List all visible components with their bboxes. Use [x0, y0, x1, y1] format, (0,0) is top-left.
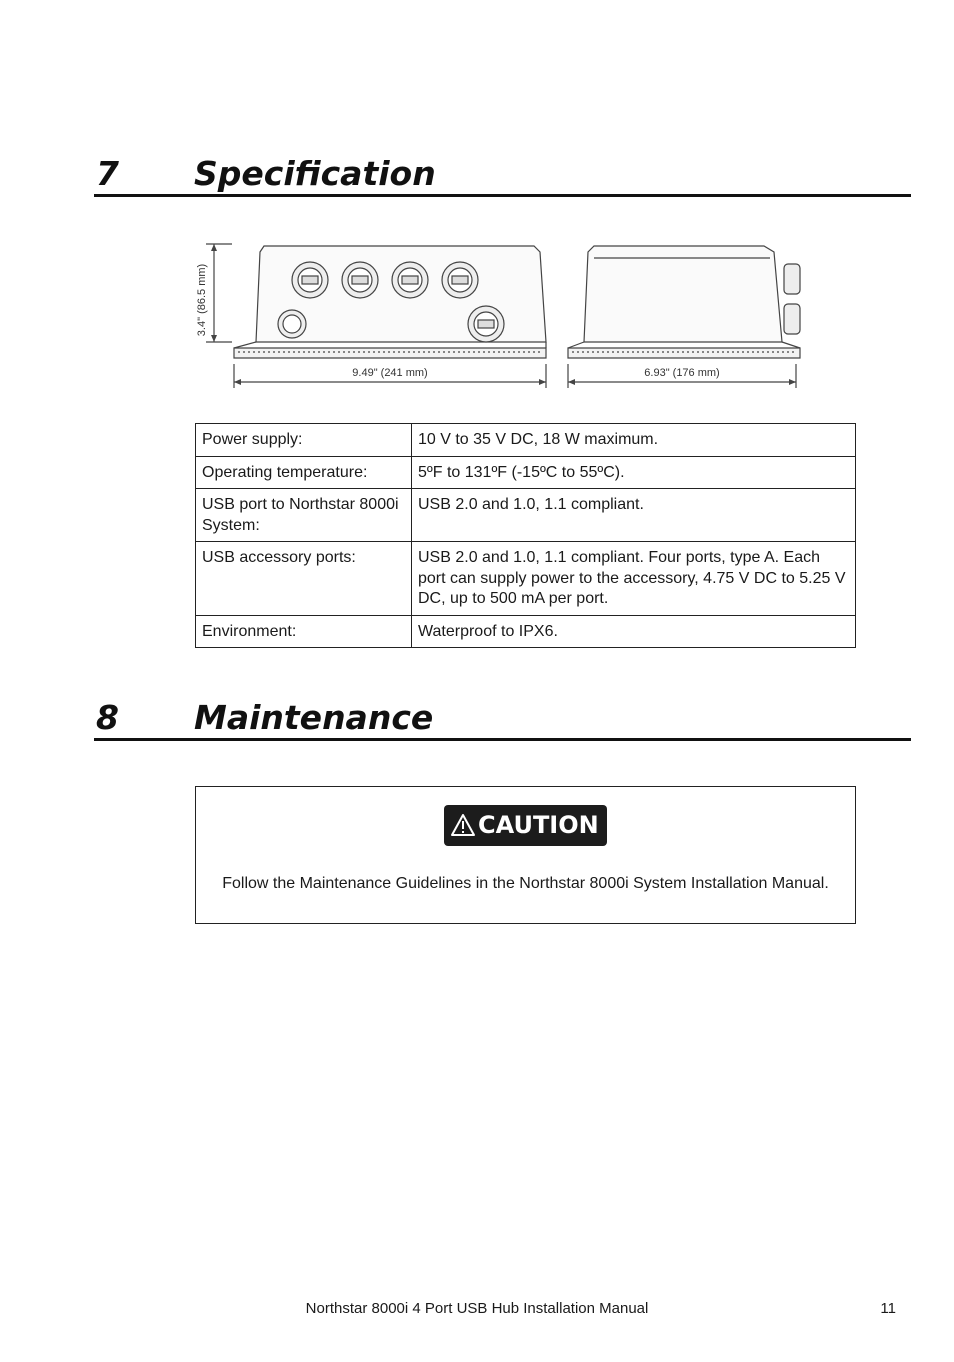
- spec-value: 10 V to 35 V DC, 18 W maximum.: [412, 424, 856, 457]
- section-heading-maintenance: [94, 694, 911, 741]
- section-title: Maintenance: [194, 698, 434, 737]
- table-row: [196, 615, 856, 648]
- table-row: [196, 456, 856, 489]
- section-number: 7: [96, 154, 119, 193]
- depth-dimension-label: 6.93" (176 mm): [644, 367, 720, 379]
- section-heading-specification: [94, 150, 911, 197]
- spec-label: Power supply:: [196, 424, 412, 457]
- footer-title: Northstar 8000i 4 Port USB Hub Installation Manual: [305, 1300, 649, 1317]
- specification-table: [195, 423, 856, 648]
- spec-label: USB port to Northstar 8000i System:: [196, 489, 412, 542]
- spec-value: USB 2.0 and 1.0, 1.1 compliant. Four ports, type A. Each port can supply power to the accessory, 4.75 V DC to 5.25 V DC, up to 500 mA per port.: [412, 542, 856, 616]
- table-row: [196, 424, 856, 457]
- warning-triangle-icon: [450, 813, 476, 837]
- spec-label: Operating temperature:: [196, 456, 412, 489]
- caution-label: CAUTION: [478, 811, 599, 839]
- usb-hub-dimension-drawing: [194, 238, 814, 394]
- spec-label: USB accessory ports:: [196, 542, 412, 616]
- spec-label: Environment:: [196, 615, 412, 648]
- spec-value: 5ºF to 131ºF (-15ºC to 55ºC).: [412, 456, 856, 489]
- height-dimension-label: 3.4" (86.5 mm): [196, 263, 208, 337]
- section-title: Specification: [194, 154, 436, 193]
- spec-value: Waterproof to IPX6.: [412, 615, 856, 648]
- spec-value: USB 2.0 and 1.0, 1.1 compliant.: [412, 489, 856, 542]
- table-row: [196, 542, 856, 616]
- section-number: 8: [96, 698, 119, 737]
- caution-text: Follow the Maintenance Guidelines in the Northstar 8000i System Installation Manual.: [222, 875, 829, 892]
- table-row: [196, 489, 856, 542]
- width-dimension-label: 9.49" (241 mm): [352, 367, 428, 379]
- caution-notice: [195, 786, 856, 924]
- page-number: 11: [880, 1300, 896, 1317]
- caution-badge: [444, 805, 607, 846]
